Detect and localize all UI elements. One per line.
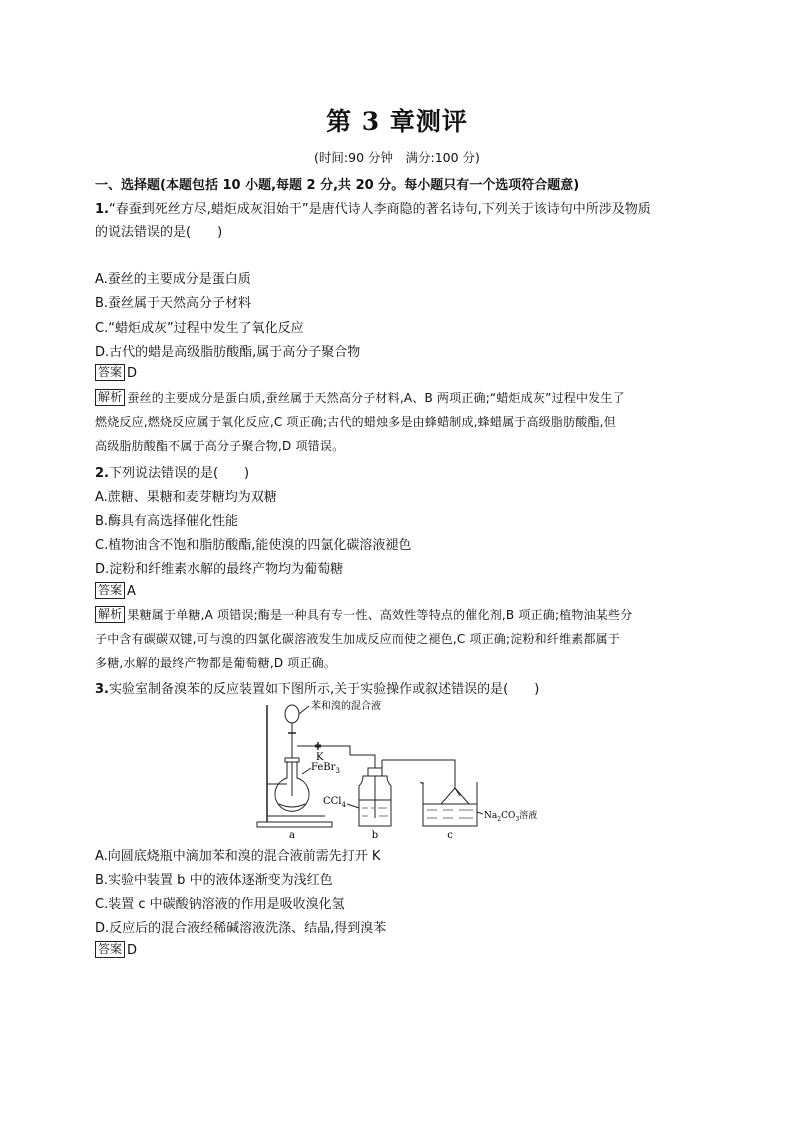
- analysis-tag: 解析: [95, 389, 125, 406]
- q1-stem-line2: 的说法错误的是( ): [95, 225, 223, 240]
- label-apparatus-c: c: [447, 830, 453, 840]
- answer-tag: 答案: [95, 582, 125, 599]
- label-pointer-na: [477, 812, 483, 814]
- q3-answer-value: D: [127, 943, 138, 958]
- label-apparatus-b: b: [371, 830, 379, 840]
- q1-analysis-line3: 高级脂肪酸酯不属于高分子聚合物,D 项错误。: [95, 439, 345, 453]
- exam-info: (时间:90 分钟 满分:100 分): [314, 150, 480, 165]
- label-pointer-febr: [302, 768, 311, 774]
- flask-liquid: [279, 804, 305, 807]
- q1-option-b: B.蚕丝属于天然高分子材料: [95, 296, 252, 311]
- q3-number: 3.: [95, 682, 109, 697]
- q2-option-b: B.酶具有高选择催化性能: [95, 514, 239, 529]
- label-pointer-mix: [299, 706, 309, 714]
- q1-option-d: D.古代的蜡是高级脂肪酸酯,属于高分子聚合物: [95, 345, 361, 360]
- q2-answer-value: A: [127, 584, 136, 599]
- answer-tag: 答案: [95, 941, 125, 958]
- q1-option-a: A.蚕丝的主要成分是蛋白质: [95, 272, 251, 287]
- q2-analysis-line1: [95, 606, 632, 623]
- label-apparatus-a: a: [289, 830, 295, 840]
- q2-stem-text: 下列说法错误的是( ): [108, 466, 250, 481]
- analysis-tag: 解析: [95, 606, 125, 623]
- q3-stem-text: 实验室制备溴苯的反应装置如下图所示,关于实验操作或叙述错误的是( ): [108, 682, 540, 697]
- label-febr3: FeBr$_3$: [311, 762, 340, 775]
- q3-option-d: D.反应后的混合液经稀碱溶液洗涤、结晶,得到溴苯: [95, 921, 387, 936]
- q1-analysis-text1: 蚕丝的主要成分是蛋白质,蚕丝属于天然高分子材料,A、B 两项正确;“蜡炬成灰”过程中发生了: [127, 391, 625, 405]
- q3-answer: [95, 941, 137, 958]
- q3-stem: [95, 678, 539, 697]
- q1-answer-value: D: [127, 366, 138, 381]
- funnel-bulb: [285, 705, 299, 723]
- q2-analysis-line3: 多糖,水解的最终产物都是葡萄糖,D 项正确。: [95, 656, 337, 670]
- page-title: 第 3 章测评: [326, 107, 468, 136]
- q2-option-c: C.植物油含不饱和脂肪酸酯,能使溴的四氯化碳溶液褪色: [95, 538, 412, 553]
- q2-answer: [95, 582, 136, 599]
- label-valve-k: K: [316, 752, 324, 763]
- tube-a-to-b: [297, 746, 375, 768]
- inverted-funnel: [441, 788, 469, 804]
- answer-tag: 答案: [95, 364, 125, 381]
- q1-stem-text1: “春蚕到死丝方尽,蜡炬成灰泪始干”是唐代诗人李商隐的著名诗句,下列关于该诗句中所涉及物质: [108, 202, 651, 217]
- stand-base: [257, 822, 332, 827]
- q2-analysis-line2: 子中含有碳碳双键,可与溴的四氯化碳溶液发生加成反应而使之褪色,C 项正确;淀粉和纤维素都属于: [95, 632, 621, 646]
- q3-option-c: C.装置 c 中碳酸钠溶液的作用是吸收溴化氢: [95, 897, 345, 912]
- q2-option-d: D.淀粉和纤维素水解的最终产物均为葡萄糖: [95, 562, 344, 577]
- q2-option-a: A.蔗糖、果糖和麦芽糖均为双糖: [95, 490, 277, 505]
- q2-stem: [95, 462, 249, 481]
- tube-b-to-c: [382, 760, 460, 796]
- q1-analysis-line2: 燃烧反应,燃烧反应属于氧化反应,C 项正确;古代的蜡烛多是由蜂蜡制成,蜂蜡属于高级脂肪酸酯,但: [95, 415, 616, 429]
- q3-option-b: B.实验中装置 b 中的液体逐渐变为浅红色: [95, 873, 333, 888]
- q1-answer: [95, 364, 137, 381]
- q2-number: 2.: [95, 466, 109, 481]
- q1-analysis-line1: [95, 389, 625, 406]
- q1-option-c: C.“蜡炬成灰”过程中发生了氧化反应: [95, 321, 304, 336]
- apparatus-diagram: [255, 700, 545, 840]
- q1-number: 1.: [95, 202, 109, 217]
- section-heading: 一、选择题(本题包括 10 小题,每题 2 分,共 20 分。每小题只有一个选项符合题意): [95, 178, 580, 193]
- q3-option-a: A.向圆底烧瓶中滴加苯和溴的混合液前需先打开 K: [95, 849, 381, 864]
- q1-stem-line1: [95, 198, 651, 217]
- liquid-hatching: [362, 808, 473, 818]
- label-mixture: 苯和溴的混合液: [311, 701, 381, 712]
- label-na2co3: $Na_2CO_3$溶液: [484, 811, 538, 823]
- label-ccl4: CCl$_4$: [323, 796, 346, 809]
- label-pointer-ccl: [347, 804, 359, 808]
- q2-analysis-text1: 果糖属于单糖,A 项错误;酶是一种具有专一性、高效性等特点的催化剂,B 项正确;植物油某些分: [127, 608, 633, 622]
